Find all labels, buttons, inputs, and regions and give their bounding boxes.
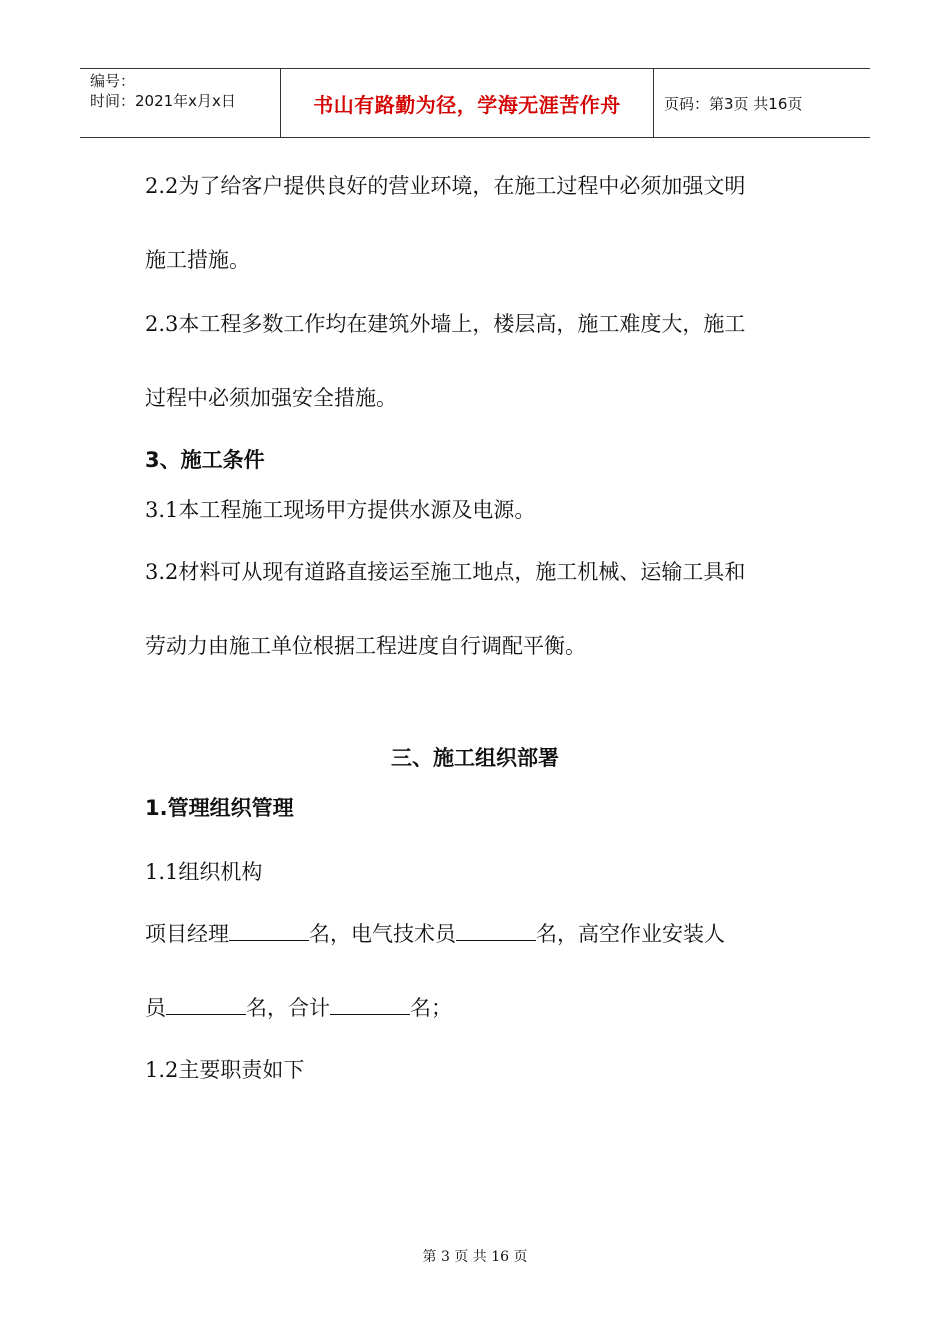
staff-label-total: 名，合计	[246, 996, 330, 1020]
staff-label-personnel: 员	[145, 996, 166, 1020]
header-page-cell	[654, 69, 870, 137]
paragraph-2-2-line-2: 施工措施。	[145, 248, 250, 272]
paragraph-3-2-line-1: 3.2材料可从现有道路直接运至施工地点，施工机械、运输工具和	[145, 560, 746, 584]
blank-project-manager-count	[229, 922, 309, 941]
header-page-info: 页码：第3页 共16页	[664, 94, 803, 113]
section-title: 三、施工组织部署	[391, 746, 559, 770]
paragraph-1-1: 1.1组织机构	[145, 860, 263, 884]
header-motto: 书山有路勤为径，学海无涯苦作舟	[313, 92, 621, 117]
blank-installer-count	[166, 996, 246, 1015]
page-header	[80, 68, 870, 138]
staff-line-1	[145, 920, 725, 948]
staff-label-electrical-technician: 名，电气技术员	[309, 922, 456, 946]
paragraph-1-2: 1.2主要职责如下	[145, 1058, 305, 1082]
paragraph-2-2-line-1: 2.2为了给客户提供良好的营业环境，在施工过程中必须加强文明	[145, 174, 746, 198]
paragraph-2-3-line-1: 2.3本工程多数工作均在建筑外墙上，楼层高，施工难度大，施工	[145, 312, 746, 336]
staff-line-2	[145, 994, 452, 1022]
staff-label-end: 名；	[410, 996, 452, 1020]
blank-total-count	[330, 996, 410, 1015]
heading-construction-conditions: 3、施工条件	[145, 448, 265, 472]
document-number-label: 编号：	[90, 72, 136, 90]
blank-electrical-technician-count	[456, 922, 536, 941]
paragraph-2-3-line-2: 过程中必须加强安全措施。	[145, 386, 397, 410]
header-motto-cell	[281, 69, 654, 137]
header-meta-cell	[80, 69, 281, 137]
paragraph-3-1: 3.1本工程施工现场甲方提供水源及电源。	[145, 498, 536, 522]
staff-label-project-manager: 项目经理	[145, 922, 229, 946]
heading-management-organization: 1.管理组织管理	[145, 796, 294, 820]
staff-label-high-altitude-installer: 名，高空作业安装人	[536, 922, 725, 946]
page-footer: 第 3 页 共 16 页	[422, 1249, 528, 1265]
paragraph-3-2-line-2: 劳动力由施工单位根据工程进度自行调配平衡。	[145, 634, 586, 658]
document-date: 时间：2021年x月x日	[90, 92, 236, 110]
